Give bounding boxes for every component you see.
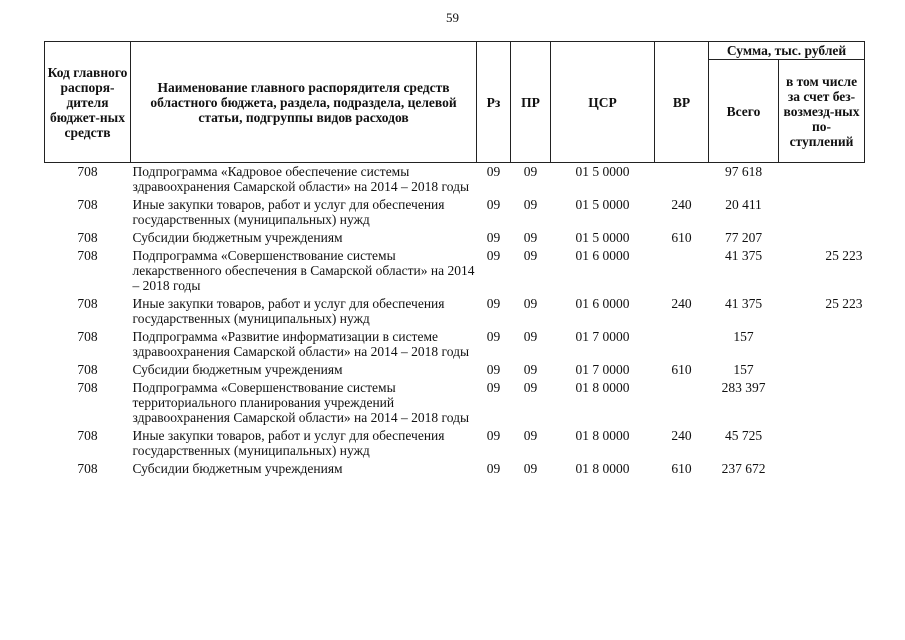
table-row (45, 295, 865, 328)
cell-pr: 09 (523, 230, 538, 245)
cell-code: 708 (77, 230, 98, 245)
cell-vr (655, 379, 709, 427)
table-row (45, 427, 865, 460)
cell-csr: 01 5 0000 (575, 197, 630, 212)
cell-code: 708 (77, 362, 98, 377)
header-code: Код главного распоря-дителя бюджет-ных средств (45, 42, 131, 163)
cell-total: 157 (733, 362, 754, 377)
header-rz: Рз (477, 42, 511, 163)
table-body (45, 163, 865, 479)
cell-code: 708 (77, 248, 98, 263)
cell-free (779, 163, 865, 197)
cell-vr: 240 (671, 197, 692, 212)
cell-pr: 09 (523, 197, 538, 212)
cell-free (779, 328, 865, 361)
cell-vr: 240 (671, 428, 692, 443)
cell-rz: 09 (486, 362, 501, 377)
cell-vr (655, 328, 709, 361)
cell-vr (655, 247, 709, 295)
cell-free (779, 427, 865, 460)
header-free: в том числе за счет без-возмезд-ных по-ступлений (779, 60, 865, 163)
cell-code: 708 (77, 428, 98, 443)
cell-total: 97 618 (724, 164, 763, 179)
table-row (45, 379, 865, 427)
cell-csr: 01 5 0000 (575, 230, 630, 245)
cell-pr: 09 (523, 248, 538, 263)
header-sum-group: Сумма, тыс. рублей (709, 42, 865, 60)
cell-free: 25 223 (825, 248, 863, 263)
cell-total: 77 207 (724, 230, 763, 245)
cell-name: Подпрограмма «Совершенствование системы территориального планирования учреждений здравоохранения Самарской области» на 2014 – 2018 годы (132, 380, 470, 425)
cell-code: 708 (77, 296, 98, 311)
cell-code: 708 (77, 329, 98, 344)
cell-free (779, 196, 865, 229)
header-total: Всего (709, 60, 779, 163)
cell-rz: 09 (486, 164, 501, 179)
cell-pr: 09 (523, 329, 538, 344)
cell-pr: 09 (523, 362, 538, 377)
table-row (45, 229, 865, 247)
cell-vr: 610 (671, 461, 692, 476)
cell-free (779, 361, 865, 379)
cell-rz: 09 (486, 380, 501, 395)
cell-free (779, 460, 865, 478)
cell-name: Иные закупки товаров, работ и услуг для обеспечения государственных (муниципальных) нужд (132, 428, 445, 458)
cell-rz: 09 (486, 248, 501, 263)
cell-rz: 09 (486, 230, 501, 245)
cell-name: Иные закупки товаров, работ и услуг для обеспечения государственных (муниципальных) нужд (132, 197, 445, 227)
header-name: Наименование главного распорядителя средств областного бюджета, раздела, подраздела, целевой статьи, подгруппы видов расходов (131, 42, 477, 163)
cell-rz: 09 (486, 197, 501, 212)
cell-name: Подпрограмма «Кадровое обеспечение системы здравоохранения Самарской области» на 2014 – 2018 годы (132, 164, 470, 194)
cell-pr: 09 (523, 380, 538, 395)
table-row (45, 247, 865, 295)
table-row (45, 328, 865, 361)
cell-code: 708 (77, 461, 98, 476)
cell-vr: 240 (671, 296, 692, 311)
cell-name: Субсидии бюджетным учреждениям (132, 230, 343, 245)
cell-pr: 09 (523, 296, 538, 311)
cell-csr: 01 6 0000 (575, 248, 630, 263)
cell-total: 45 725 (724, 428, 763, 443)
cell-csr: 01 8 0000 (575, 380, 630, 395)
cell-csr: 01 8 0000 (575, 461, 630, 476)
cell-code: 708 (77, 380, 98, 395)
cell-pr: 09 (523, 428, 538, 443)
cell-total: 157 (733, 329, 754, 344)
table-row (45, 196, 865, 229)
cell-csr: 01 5 0000 (575, 164, 630, 179)
cell-total: 20 411 (725, 197, 762, 212)
cell-total: 237 672 (721, 461, 766, 476)
cell-name: Подпрограмма «Совершенствование системы лекарственного обеспечения в Самарской области» на 2014 – 2018 годы (132, 248, 475, 293)
header-pr: ПР (511, 42, 551, 163)
table-header (45, 42, 865, 163)
cell-pr: 09 (523, 461, 538, 476)
cell-free (779, 229, 865, 247)
cell-vr: 610 (671, 230, 692, 245)
cell-csr: 01 6 0000 (575, 296, 630, 311)
cell-free: 25 223 (825, 296, 863, 311)
table-row (45, 361, 865, 379)
cell-name: Субсидии бюджетным учреждениям (132, 461, 343, 476)
cell-pr: 09 (523, 164, 538, 179)
table-row (45, 163, 865, 197)
cell-vr (655, 163, 709, 197)
cell-rz: 09 (486, 329, 501, 344)
cell-code: 708 (77, 197, 98, 212)
cell-csr: 01 8 0000 (575, 428, 630, 443)
cell-rz: 09 (486, 296, 501, 311)
cell-code: 708 (77, 164, 98, 179)
cell-rz: 09 (486, 428, 501, 443)
cell-csr: 01 7 0000 (575, 362, 630, 377)
header-vr: ВР (655, 42, 709, 163)
cell-total: 41 375 (724, 248, 763, 263)
cell-csr: 01 7 0000 (575, 329, 630, 344)
cell-total: 41 375 (724, 296, 763, 311)
page-number: 59 (446, 10, 459, 25)
cell-name: Подпрограмма «Развитие информатизации в системе здравоохранения Самарской области» на 2014 – 2018 годы (132, 329, 470, 359)
cell-name: Иные закупки товаров, работ и услуг для обеспечения государственных (муниципальных) нужд (132, 296, 445, 326)
cell-rz: 09 (486, 461, 501, 476)
cell-vr: 610 (671, 362, 692, 377)
header-csr: ЦСР (551, 42, 655, 163)
table-row (45, 460, 865, 478)
budget-table (44, 41, 865, 478)
cell-total: 283 397 (721, 380, 766, 395)
cell-name: Субсидии бюджетным учреждениям (132, 362, 343, 377)
cell-free (779, 379, 865, 427)
